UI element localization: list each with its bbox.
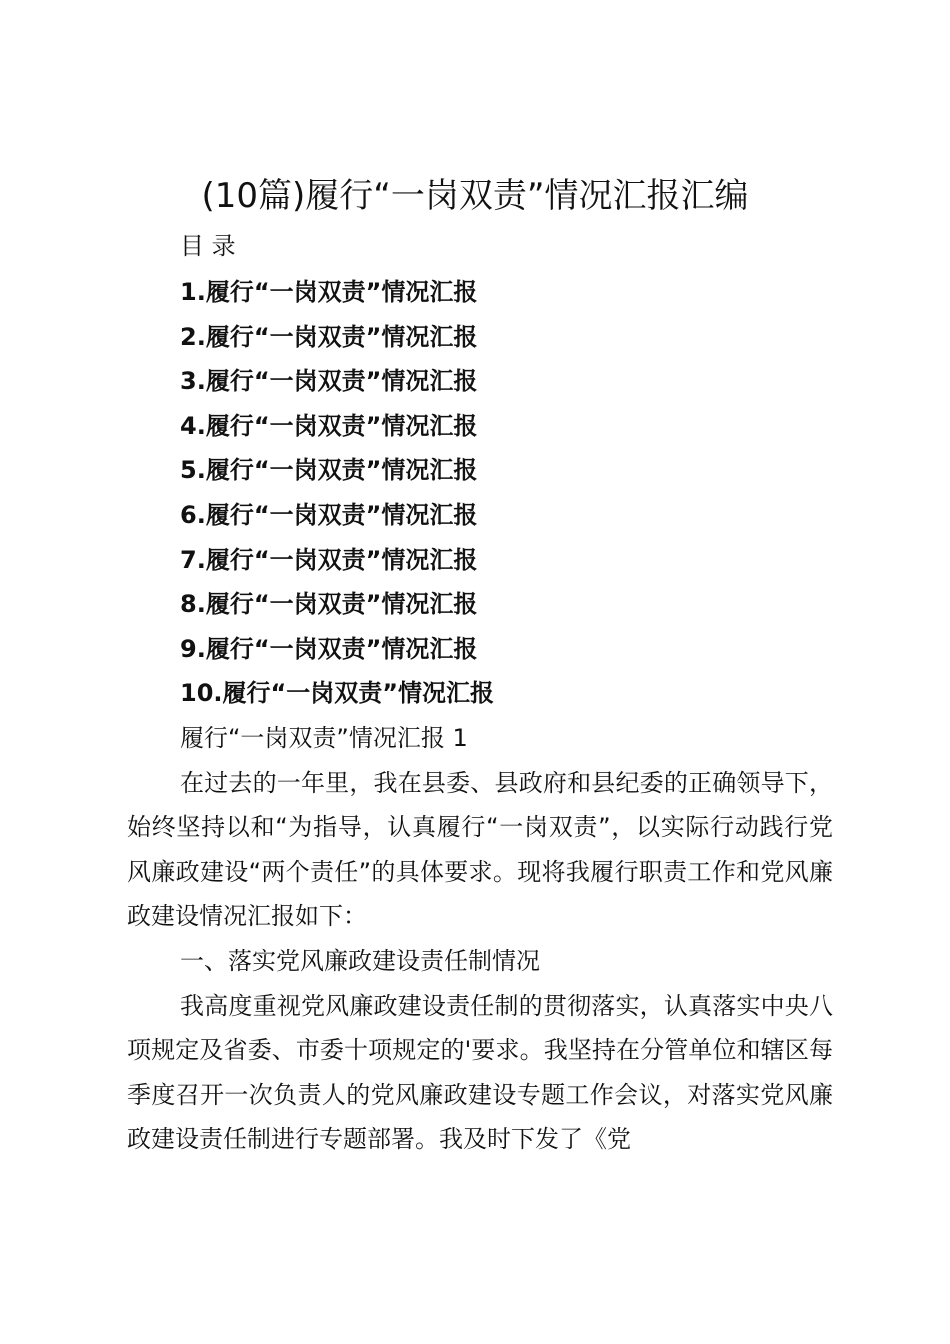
toc-item-8[interactable]: 8.履行“一岗双责”情况汇报 [180,590,478,619]
toc-heading: 目 录 [180,232,236,260]
section-heading: 一、落实党风廉政建设责任制情况 [180,946,540,975]
toc-item-10[interactable]: 10.履行“一岗双责”情况汇报 [180,679,495,708]
toc-item-7[interactable]: 7.履行“一岗双责”情况汇报 [180,545,478,574]
document-title: (10篇)履行“一岗双责”情况汇报汇编 [201,176,749,216]
document-body [127,716,833,1162]
body-paragraph: 我高度重视党风廉政建设责任制的贯彻落实，认真落实中央八项规定及省委、市委十项规定的'要求。我坚持在分管单位和辖区每季度召开一次负责人的党风廉政建设专题工作会议，对落实党风廉政建设责任制进行专题部署。我及时下发了《党 [127,991,833,1154]
table-of-contents [180,270,494,716]
toc-item-1[interactable]: 1.履行“一岗双责”情况汇报 [180,278,478,306]
body-paragraph: 在过去的一年里，我在县委、县政府和县纪委的正确领导下，始终坚持以和“为指导，认真履行“一岗双责”，以实际行动践行党风廉政建设“两个责任”的具体要求。现将我履行职责工作和党风廉政建设情况汇报如下： [127,768,833,931]
toc-item-9[interactable]: 9.履行“一岗双责”情况汇报 [180,634,478,663]
section-title: 履行“一岗双责”情况汇报 1 [180,724,468,752]
toc-item-2[interactable]: 2.履行“一岗双责”情况汇报 [180,322,478,351]
toc-item-3[interactable]: 3.履行“一岗双责”情况汇报 [180,367,478,396]
toc-item-4[interactable]: 4.履行“一岗双责”情况汇报 [180,411,478,440]
toc-item-6[interactable]: 6.履行“一岗双责”情况汇报 [180,500,478,529]
toc-item-5[interactable]: 5.履行“一岗双责”情况汇报 [180,456,478,485]
